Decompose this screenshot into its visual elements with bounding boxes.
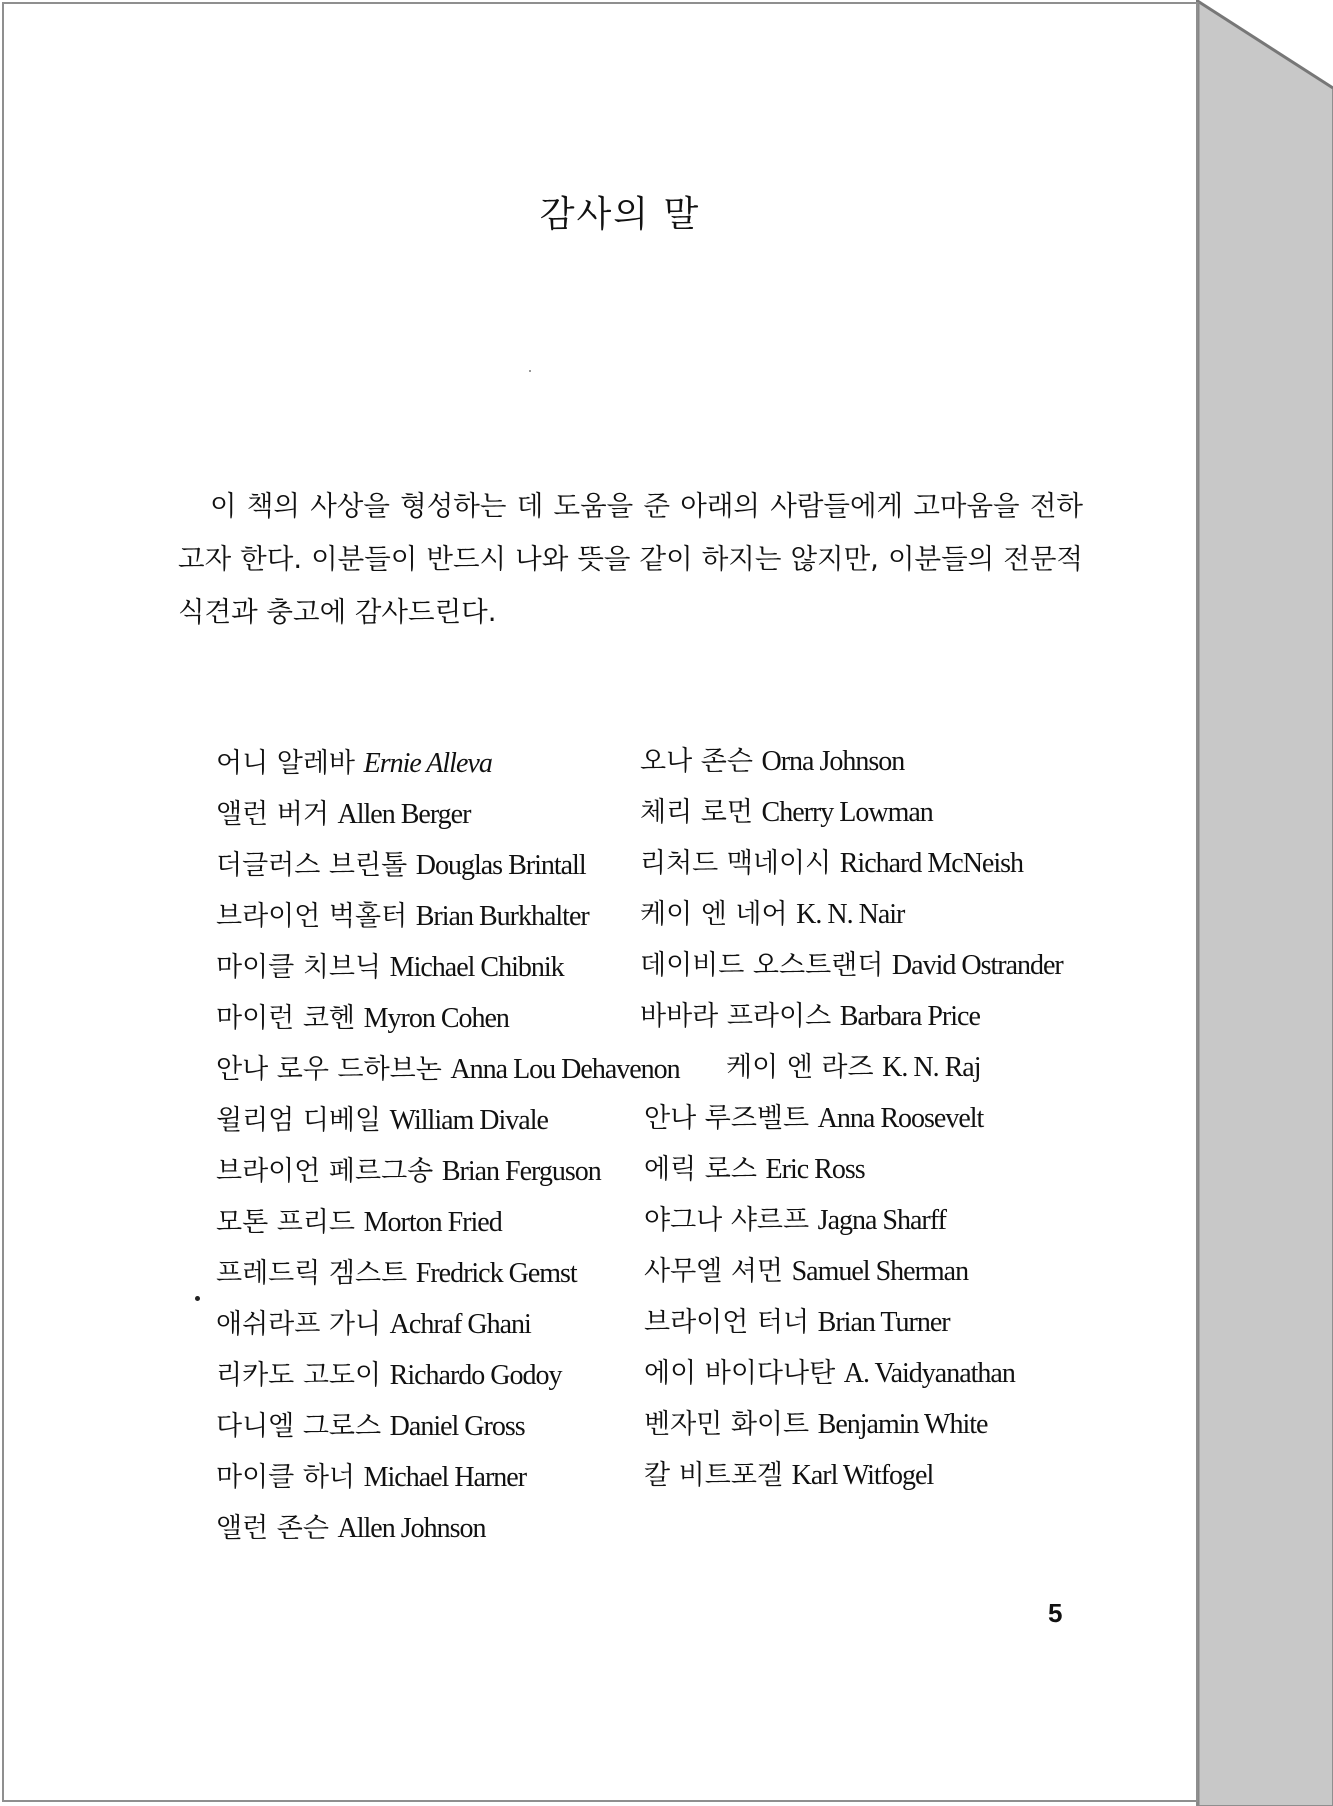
list-item: [216, 1409, 525, 1445]
name-english: William Divale: [389, 1105, 548, 1136]
name-korean: 리처드 맥네이시: [640, 848, 832, 879]
list-item: [216, 899, 589, 935]
list-item: [216, 848, 586, 884]
name-english: Benjamin White: [817, 1409, 988, 1440]
list-item: [726, 1050, 981, 1086]
name-english: Orna Johnson: [761, 746, 905, 777]
name-korean: 데이비드 오스트랜더: [640, 950, 884, 981]
list-item: [644, 1254, 968, 1290]
list-item: [640, 948, 1063, 984]
list-item: [216, 1358, 562, 1394]
name-korean: 벤자민 화이트: [644, 1409, 810, 1440]
list-item: [644, 1356, 1015, 1392]
list-item: [216, 1307, 531, 1343]
name-english: Brian Turner: [817, 1307, 950, 1338]
name-english: Jagna Sharff: [817, 1205, 946, 1236]
name-korean: 리카도 고도이: [216, 1360, 382, 1391]
name-korean: 마이클 치브닉: [216, 952, 382, 983]
name-english: Fredrick Gemst: [415, 1258, 577, 1289]
list-item: [640, 795, 933, 831]
list-item: [644, 1305, 950, 1341]
intro-text: 이 책의 사상을 형성하는 데 도움을 준 아래의 사람들에게 고마움을 전하고자 한다. 이분들이 반드시 나와 뜻을 같이 하지는 않지만, 이분들의 전문적 식견과 충고에 감사드린다.: [178, 490, 1083, 628]
margin-dot: [195, 1296, 200, 1301]
name-english: Michael Chibnik: [389, 952, 564, 983]
intro-paragraph: [178, 480, 1083, 639]
name-korean: 야그나 샤르프: [644, 1205, 810, 1236]
name-english: Karl Witfogel: [791, 1460, 934, 1491]
list-item: [644, 1101, 983, 1137]
book-page: [2, 2, 1198, 1802]
list-item: [644, 1407, 987, 1443]
name-korean: 오나 존슨: [640, 746, 753, 777]
name-korean: 마이런 코헨: [216, 1003, 355, 1034]
name-english: A. Vaidyanathan: [843, 1358, 1015, 1389]
name-korean: 사무엘 셔먼: [644, 1256, 783, 1287]
name-english: K. N. Nair: [796, 899, 905, 930]
list-item: [644, 1152, 865, 1188]
name-korean: 바바라 프라이스: [640, 1001, 832, 1032]
name-english: Michael Harner: [363, 1462, 527, 1493]
name-korean: 모톤 프리드: [216, 1207, 355, 1238]
name-korean: 프레드릭 겜스트: [216, 1258, 408, 1289]
name-korean: 케이 엔 네어: [640, 899, 788, 930]
name-korean: 케이 엔 라즈: [726, 1052, 874, 1083]
list-item: [640, 846, 1023, 882]
page-number: 5: [1048, 1598, 1063, 1628]
name-english: Morton Fried: [363, 1207, 502, 1238]
name-korean: 안나 루즈벨트: [644, 1103, 810, 1134]
name-english: Samuel Sherman: [791, 1256, 969, 1287]
name-korean: 더글러스 브린톨: [216, 850, 408, 881]
name-english: Achraf Ghani: [389, 1309, 531, 1340]
name-english: Richardo Godoy: [389, 1360, 562, 1391]
name-english: K. N. Raj: [882, 1052, 981, 1083]
scan-speck: [529, 370, 531, 372]
name-english: Richard McNeish: [839, 848, 1024, 879]
name-english: Brian Ferguson: [441, 1156, 601, 1187]
name-korean: 마이클 하너: [216, 1462, 355, 1493]
page-title: 감사의 말: [539, 194, 701, 235]
list-item: [640, 744, 904, 780]
name-korean: 윌리엄 디베일: [216, 1105, 382, 1136]
list-item: [216, 1511, 486, 1547]
name-korean: 에릭 로스: [644, 1154, 757, 1185]
name-english: Myron Cohen: [363, 1003, 509, 1034]
name-korean: 브라이언 터너: [644, 1307, 810, 1338]
name-korean: 칼 비트포겔: [644, 1460, 783, 1491]
name-english: Allen Berger: [337, 799, 471, 830]
name-korean: 안나 로우 드하브논: [216, 1054, 442, 1085]
list-item: [216, 1052, 680, 1088]
list-item: [216, 1154, 601, 1190]
name-english: Allen Johnson: [337, 1513, 486, 1544]
name-english: Anna Lou Dehavenon: [450, 1054, 680, 1085]
list-item: [216, 950, 564, 986]
name-korean: 브라이언 벅홀터: [216, 901, 408, 932]
name-english: Brian Burkhalter: [415, 901, 589, 932]
name-korean: 앨런 존슨: [216, 1513, 329, 1544]
list-item: [216, 1103, 548, 1139]
name-korean: 앨런 버거: [216, 799, 329, 830]
list-item: [216, 1256, 577, 1292]
name-korean: 에이 바이다나탄: [644, 1358, 836, 1389]
name-english: Douglas Brintall: [415, 850, 586, 881]
name-english: Daniel Gross: [389, 1411, 525, 1442]
list-item: [216, 1205, 502, 1241]
name-english: Anna Roosevelt: [817, 1103, 984, 1134]
name-english: Cherry Lowman: [761, 797, 933, 828]
name-english: Eric Ross: [765, 1154, 865, 1185]
list-item: [216, 1001, 509, 1037]
name-korean: 체리 로먼: [640, 797, 753, 828]
list-item: [644, 1458, 933, 1494]
name-korean: 브라이언 페르그송: [216, 1156, 434, 1187]
list-item: [640, 897, 904, 933]
name-korean: 다니엘 그로스: [216, 1411, 382, 1442]
list-item: [644, 1203, 946, 1239]
book-edge: [1196, 0, 1333, 1806]
list-item: [216, 1460, 526, 1496]
list-item: [216, 797, 470, 833]
name-korean: 애쉬라프 가니: [216, 1309, 382, 1340]
name-english: Barbara Price: [839, 1001, 980, 1032]
list-item: [640, 999, 980, 1035]
list-item: [216, 746, 492, 782]
name-english: David Ostrander: [891, 950, 1063, 981]
name-korean: 어니 알레바: [216, 748, 355, 779]
name-english: Ernie Alleva: [363, 748, 492, 779]
